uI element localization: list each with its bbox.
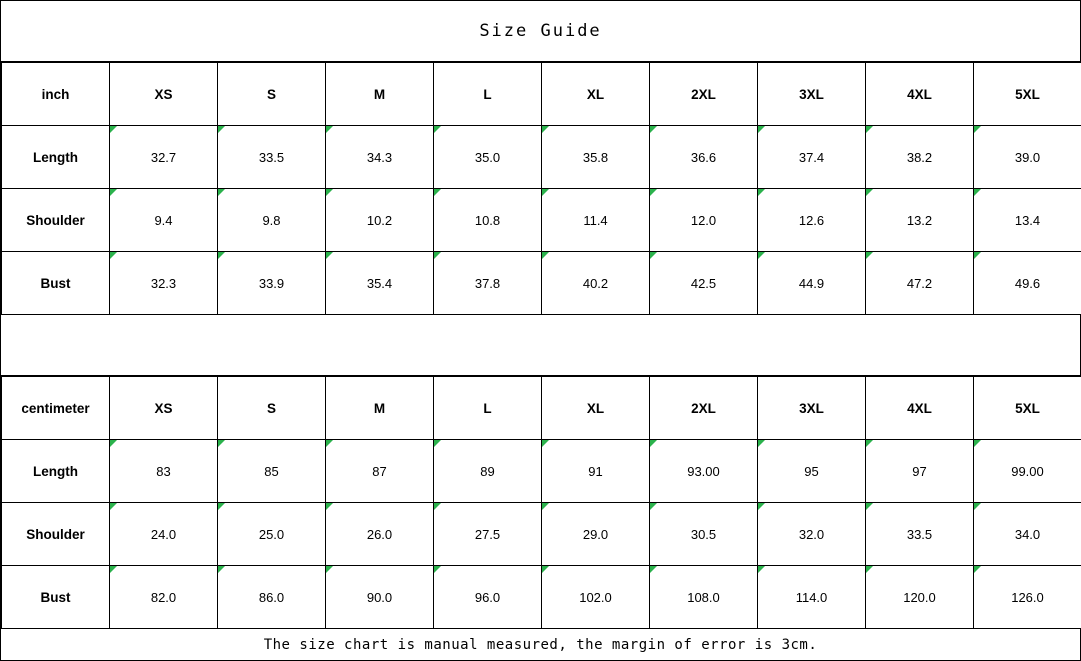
row-label: Bust (2, 566, 110, 629)
column-header: S (218, 63, 326, 126)
table-cell: 33.9 (218, 252, 326, 315)
table-cell: 33.5 (866, 503, 974, 566)
inch-size-table (1, 62, 1081, 315)
table-cell: 108.0 (650, 566, 758, 629)
table-cell: 39.0 (974, 126, 1081, 189)
table-cell: 36.6 (650, 126, 758, 189)
row-label: Shoulder (2, 189, 110, 252)
table-cell: 34.0 (974, 503, 1081, 566)
table-cell: 32.7 (110, 126, 218, 189)
table-cell: 83 (110, 440, 218, 503)
column-header: XS (110, 377, 218, 440)
table-cell: 34.3 (326, 126, 434, 189)
table-cell: 10.8 (434, 189, 542, 252)
table-cell: 30.5 (650, 503, 758, 566)
column-header: XS (110, 63, 218, 126)
table-cell: 10.2 (326, 189, 434, 252)
column-header: 4XL (866, 377, 974, 440)
column-header: 3XL (758, 377, 866, 440)
table-header-row (2, 63, 1081, 126)
table-header-row (2, 377, 1081, 440)
column-header: 4XL (866, 63, 974, 126)
table-cell: 13.4 (974, 189, 1081, 252)
table-cell: 95 (758, 440, 866, 503)
table-cell: 96.0 (434, 566, 542, 629)
table-row (2, 126, 1081, 189)
table-row (2, 440, 1081, 503)
table-cell: 91 (542, 440, 650, 503)
table-cell: 126.0 (974, 566, 1081, 629)
column-header: M (326, 63, 434, 126)
table-separator (1, 315, 1080, 376)
table-cell: 49.6 (974, 252, 1081, 315)
column-header: XL (542, 63, 650, 126)
table-cell: 13.2 (866, 189, 974, 252)
table-cell: 44.9 (758, 252, 866, 315)
inch-table-wrapper (1, 62, 1080, 315)
page-title-bar (1, 1, 1080, 62)
column-header: 2XL (650, 377, 758, 440)
table-cell: 86.0 (218, 566, 326, 629)
table-cell: 89 (434, 440, 542, 503)
table-cell: 35.0 (434, 126, 542, 189)
column-header: 3XL (758, 63, 866, 126)
table-cell: 24.0 (110, 503, 218, 566)
table-cell: 102.0 (542, 566, 650, 629)
row-label: Bust (2, 252, 110, 315)
footer-note: The size chart is manual measured, the margin of error is 3cm. (263, 636, 818, 653)
table-cell: 87 (326, 440, 434, 503)
table-cell: 42.5 (650, 252, 758, 315)
row-label: Length (2, 126, 110, 189)
table-cell: 114.0 (758, 566, 866, 629)
table-cell: 37.4 (758, 126, 866, 189)
table-cell: 32.3 (110, 252, 218, 315)
table-cell: 12.0 (650, 189, 758, 252)
table-cell: 29.0 (542, 503, 650, 566)
table-cell: 26.0 (326, 503, 434, 566)
column-header: S (218, 377, 326, 440)
table-cell: 90.0 (326, 566, 434, 629)
page-title: Size Guide (479, 21, 602, 41)
table-cell: 9.8 (218, 189, 326, 252)
table-cell: 85 (218, 440, 326, 503)
column-header: M (326, 377, 434, 440)
table-cell: 9.4 (110, 189, 218, 252)
table-cell: 47.2 (866, 252, 974, 315)
table-cell: 33.5 (218, 126, 326, 189)
row-label: Shoulder (2, 503, 110, 566)
centimeter-table-wrapper (1, 376, 1080, 629)
table-cell: 93.00 (650, 440, 758, 503)
table-row (2, 189, 1081, 252)
column-header: 2XL (650, 63, 758, 126)
column-header: L (434, 377, 542, 440)
table-cell: 97 (866, 440, 974, 503)
table-cell: 40.2 (542, 252, 650, 315)
table-row (2, 566, 1081, 629)
column-header: XL (542, 377, 650, 440)
table-cell: 37.8 (434, 252, 542, 315)
table-cell: 99.00 (974, 440, 1081, 503)
table-cell: 11.4 (542, 189, 650, 252)
centimeter-size-table (1, 376, 1081, 629)
column-header: L (434, 63, 542, 126)
table-cell: 27.5 (434, 503, 542, 566)
column-header: 5XL (974, 377, 1081, 440)
unit-label: centimeter (2, 377, 110, 440)
table-cell: 35.4 (326, 252, 434, 315)
table-cell: 32.0 (758, 503, 866, 566)
table-row (2, 503, 1081, 566)
table-cell: 38.2 (866, 126, 974, 189)
table-cell: 35.8 (542, 126, 650, 189)
column-header: 5XL (974, 63, 1081, 126)
table-row (2, 252, 1081, 315)
table-cell: 25.0 (218, 503, 326, 566)
footer-note-bar (1, 629, 1080, 660)
table-cell: 12.6 (758, 189, 866, 252)
unit-label: inch (2, 63, 110, 126)
table-cell: 120.0 (866, 566, 974, 629)
row-label: Length (2, 440, 110, 503)
table-cell: 82.0 (110, 566, 218, 629)
